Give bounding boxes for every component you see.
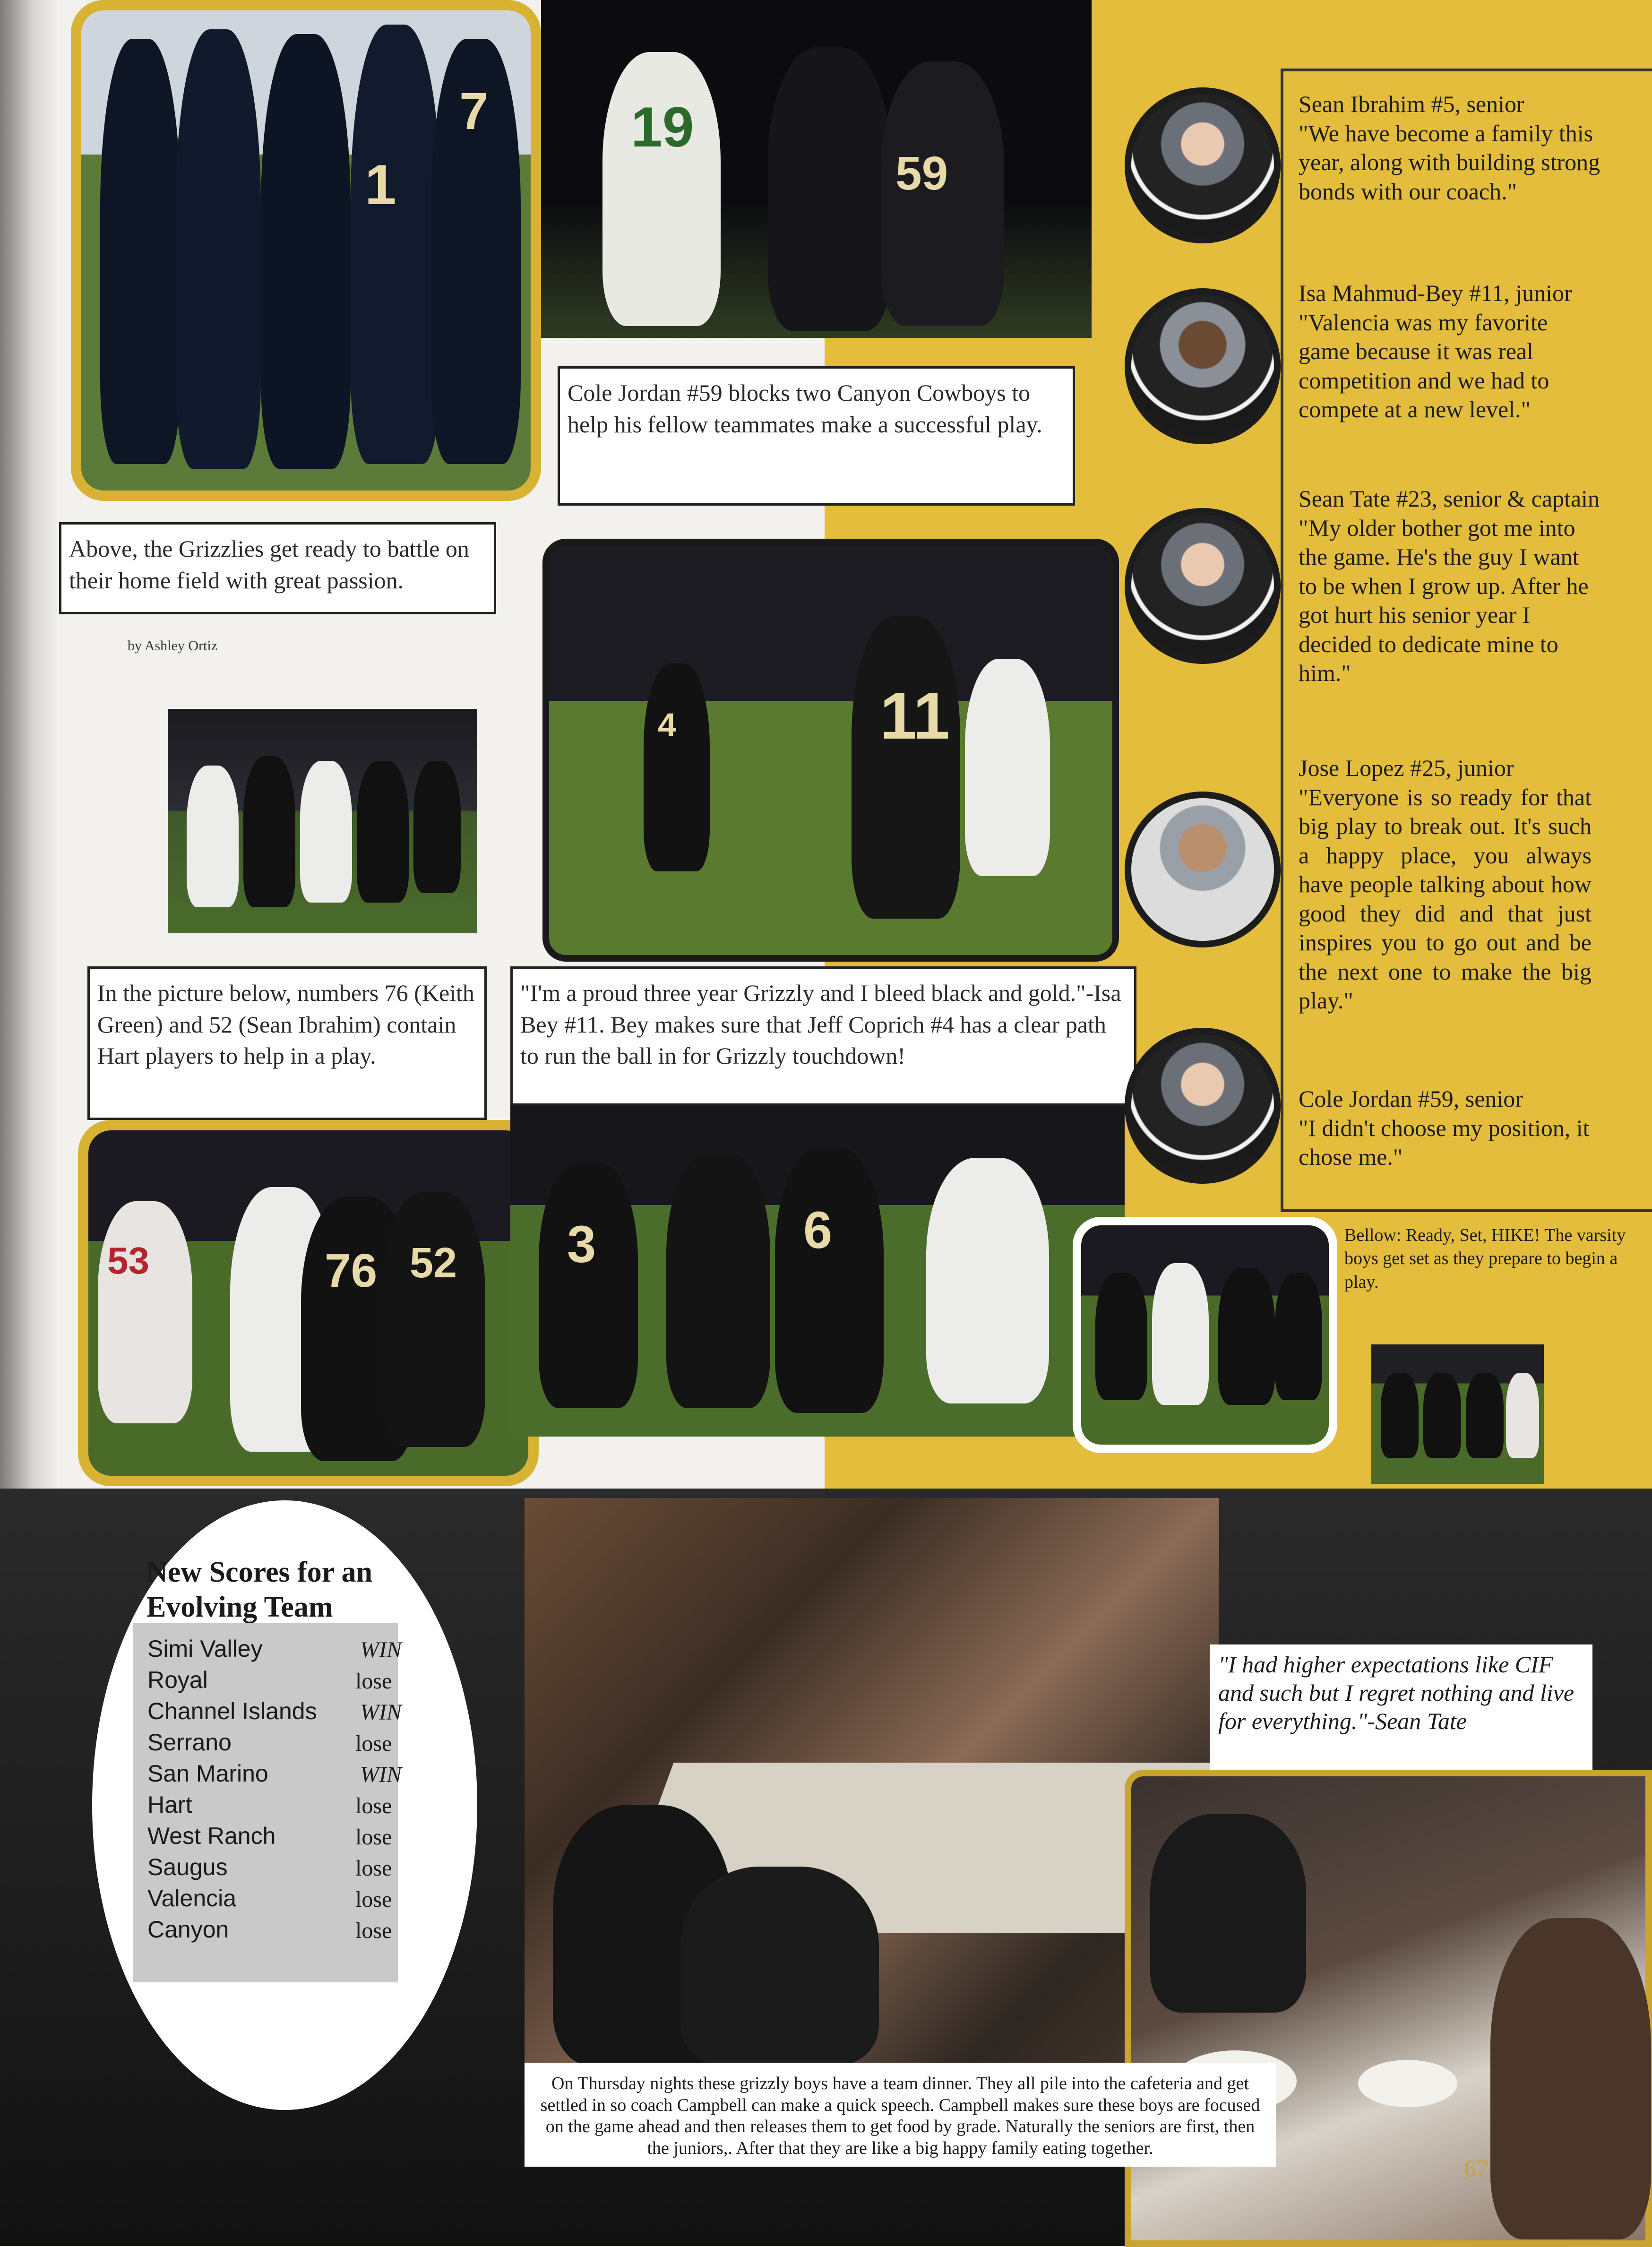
caption-isa-bey: "I'm a proud three year Grizzly and I bleed black and gold."-Isa Bey #11. Bey makes sure that Jeff Coprich #4 has a clear path to run the ball in for Grizzly touchdown! bbox=[510, 966, 1136, 1106]
quote-name: Sean Ibrahim #5, senior bbox=[1299, 91, 1524, 117]
quote-name: Sean Tate #23, senior & captain bbox=[1299, 485, 1600, 512]
quote-isa-mahmud-bey bbox=[1299, 279, 1601, 424]
score-row bbox=[147, 1760, 402, 1791]
score-result: lose bbox=[355, 1918, 392, 1943]
quote-name: Isa Mahmud-Bey #11, junior bbox=[1299, 280, 1572, 306]
score-team: Serrano bbox=[147, 1729, 232, 1756]
score-result: lose bbox=[355, 1825, 392, 1850]
quote-name: Cole Jordan #59, senior bbox=[1299, 1085, 1523, 1112]
run-play-photo bbox=[542, 539, 1119, 962]
score-team: Simi Valley bbox=[147, 1636, 263, 1662]
quote-text: "Everyone is so ready for that big play to break out. It's such a happy place, you always have people talking about how good they did and that just inspires you to go out and be the next one to make the big play." bbox=[1299, 783, 1592, 1014]
score-row bbox=[147, 1729, 393, 1760]
jersey-number: 4 bbox=[658, 706, 676, 743]
score-team: Royal bbox=[147, 1667, 208, 1693]
quote-sean-ibrahim bbox=[1299, 90, 1601, 206]
line-play-photo bbox=[510, 1106, 1125, 1437]
caption-huddle: Above, the Grizzlies get ready to battle on their home field with great passion. bbox=[59, 522, 496, 614]
sideline-photo bbox=[168, 709, 477, 933]
quote-text: "My older bother got me into the game. He's the guy I want to be when I grow up. After he got hurt his senior year I decided to dedicate mine to him." bbox=[1299, 514, 1589, 686]
score-team: West Ranch bbox=[147, 1823, 276, 1849]
portrait-sean-tate bbox=[1125, 508, 1281, 664]
score-team: Hart bbox=[147, 1791, 192, 1818]
score-result: lose bbox=[355, 1731, 392, 1756]
quote-text: "Valencia was my favorite game because it was real competition and we had to compete at a new level." bbox=[1299, 309, 1549, 422]
block-photo bbox=[541, 0, 1092, 338]
jersey-number: 6 bbox=[803, 1201, 833, 1259]
page-number: 67 bbox=[1464, 2155, 1489, 2182]
ready-set-photo bbox=[1073, 1217, 1337, 1453]
quote-text: "We have become a family this year, along with building strong bonds with our coach." bbox=[1299, 120, 1600, 205]
score-row bbox=[147, 1635, 402, 1666]
score-result: WIN bbox=[360, 1762, 402, 1787]
score-team: Saugus bbox=[147, 1854, 228, 1880]
quote-cole-jordan bbox=[1299, 1085, 1601, 1172]
score-row bbox=[147, 1697, 402, 1729]
score-row bbox=[147, 1916, 393, 1947]
score-row bbox=[147, 1791, 393, 1822]
portrait-isa-mahmud-bey bbox=[1125, 288, 1281, 444]
jersey-number: 76 bbox=[325, 1244, 378, 1297]
jersey-number: 1 bbox=[365, 153, 396, 216]
huddle-photo bbox=[71, 0, 541, 501]
jersey-number: 19 bbox=[631, 95, 694, 159]
hart-play-photo bbox=[78, 1120, 539, 1486]
scores-table bbox=[133, 1623, 402, 1982]
scores-title: New Scores for an Evolving Team bbox=[146, 1556, 373, 1624]
team-dinner-photo bbox=[525, 1498, 1219, 2065]
caption-ready-set: Bellow: Ready, Set, HIKE! The varsity boys get set as they prepare to begin a play. bbox=[1344, 1225, 1626, 1292]
jersey-number: 7 bbox=[459, 82, 489, 140]
portrait-cole-jordan bbox=[1125, 1028, 1281, 1184]
plate bbox=[1358, 2060, 1457, 2107]
score-result: lose bbox=[355, 1793, 392, 1818]
tiny-line-photo bbox=[1371, 1344, 1544, 1484]
portrait-jose-lopez bbox=[1125, 792, 1281, 947]
team-dinner-inset-photo bbox=[1125, 1770, 1652, 2247]
jersey-number: 52 bbox=[410, 1240, 457, 1287]
score-result: WIN bbox=[360, 1637, 402, 1662]
score-team: San Marino bbox=[147, 1760, 268, 1787]
portrait-sean-ibrahim bbox=[1125, 87, 1281, 243]
score-result: lose bbox=[355, 1669, 392, 1694]
score-row bbox=[147, 1666, 393, 1697]
jersey-number: 59 bbox=[895, 147, 948, 200]
caption-team-dinner: On Thursday nights these grizzly boys have a team dinner. They all pile into the cafeteria and get settled in so coach Campbell can make a quick speech. Campbell makes sure these boys are focused on the game ahead and then releases them to get food by grade. Naturally the seniors are first, then the juniors,. After that they are like a big happy family eating together. bbox=[525, 2063, 1276, 2167]
score-result: lose bbox=[355, 1887, 392, 1912]
quote-name: Jose Lopez #25, junior bbox=[1299, 755, 1514, 781]
jersey-number: 11 bbox=[880, 679, 950, 753]
byline: by Ashley Ortiz bbox=[128, 638, 217, 654]
caption-cole-block: Cole Jordan #59 blocks two Canyon Cowboys to help his fellow teammates make a successful play. bbox=[558, 366, 1075, 506]
score-result: WIN bbox=[360, 1700, 402, 1725]
score-team: Channel Islands bbox=[147, 1698, 317, 1724]
quote-jose-lopez bbox=[1299, 754, 1592, 1016]
score-result: lose bbox=[355, 1856, 392, 1881]
quote-sean-tate bbox=[1299, 484, 1601, 688]
caption-tate-quote: "I had higher expectations like CIF and such but I regret nothing and live for everything."-Sean Tate bbox=[1210, 1644, 1592, 1770]
quote-text: "I didn't choose my position, it chose me." bbox=[1299, 1114, 1590, 1170]
score-row bbox=[147, 1822, 393, 1853]
jersey-number: 3 bbox=[567, 1215, 596, 1274]
score-team: Valencia bbox=[147, 1885, 237, 1911]
jersey-number: 53 bbox=[107, 1240, 149, 1282]
score-row bbox=[147, 1885, 393, 1916]
score-row bbox=[147, 1853, 393, 1885]
caption-hart-play: In the picture below, numbers 76 (Keith Green) and 52 (Sean Ibrahim) contain Hart players to help in a play. bbox=[87, 966, 487, 1120]
page-gutter-shadow bbox=[0, 0, 57, 1493]
score-team: Canyon bbox=[147, 1916, 229, 1943]
